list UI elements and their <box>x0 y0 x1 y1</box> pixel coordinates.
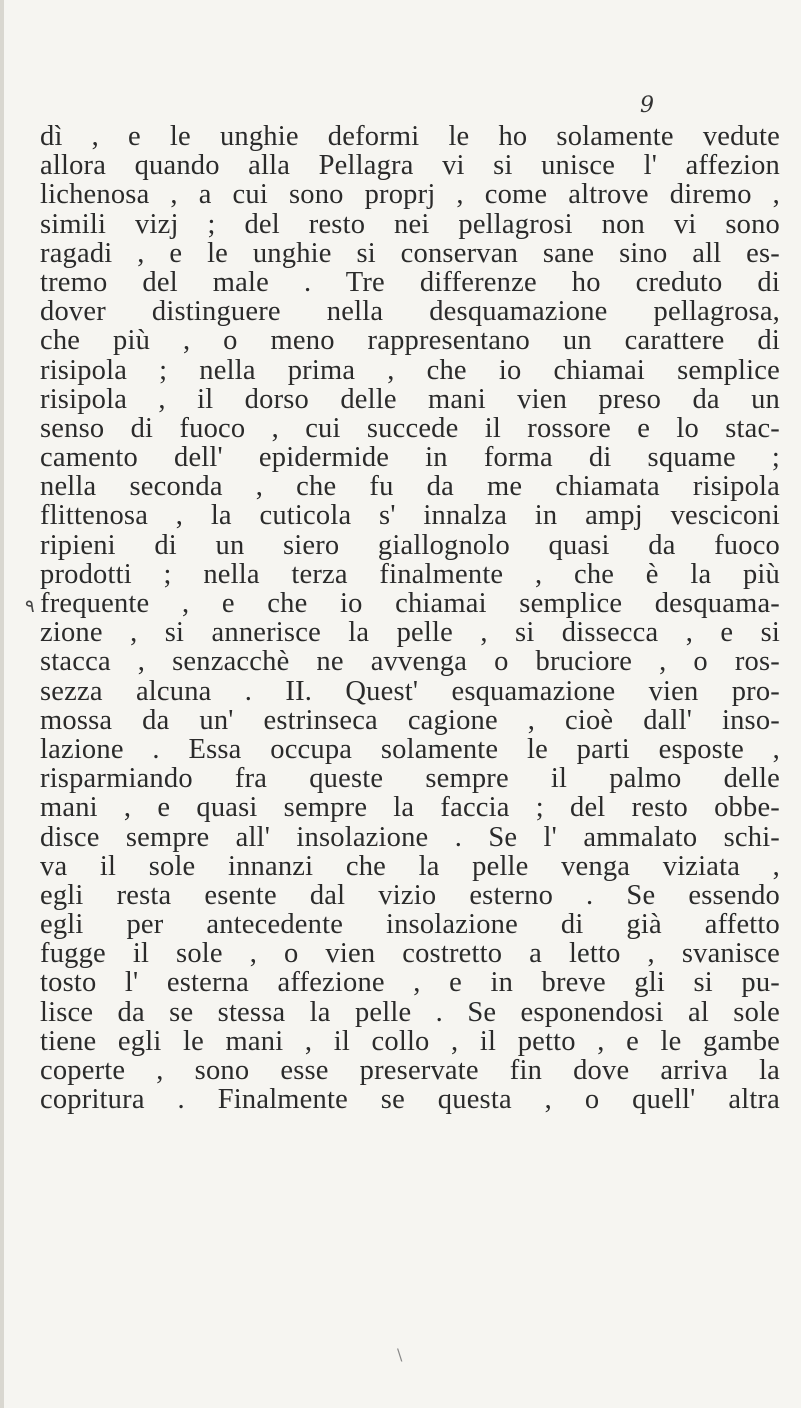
text-line: tiene egli le mani , il collo , il petto , e le gambe <box>40 1025 780 1057</box>
text-line: egli resta esente dal vizio esterno . Se essendo <box>40 879 780 911</box>
text-line: dover distinguere nella desquamazione pellagrosa, <box>40 296 780 328</box>
text-line: prodotti ; nella terza finalmente , che è la più <box>40 558 780 590</box>
text-line: risipola , il dorso delle mani vien preso da un <box>40 383 780 415</box>
text-line: disce sempre all' insolazione . Se l' ammalato schi- <box>40 821 780 853</box>
text-line: stacca , senzacchè ne avvenga o bruciore , o ros- <box>40 646 780 678</box>
text-line: ripieni di un siero giallognolo quasi da fuoco <box>40 529 780 561</box>
body-text <box>40 122 780 1114</box>
text-line: mossa da un' estrinseca cagione , cioè dall' inso- <box>40 704 780 736</box>
bottom-mark: \ <box>397 1345 403 1364</box>
text-line: nella seconda , che fu da me chiamata risipola <box>40 471 780 503</box>
text-line: frequente , e che io chiamai semplice desquama- <box>40 588 780 619</box>
text-line: copritura . Finalmente se questa , o quell' altra <box>40 1084 780 1116</box>
text-line: allora quando alla Pellagra vi si unisce l' affezion <box>40 150 780 182</box>
text-line: simili vizj ; del resto nei pellagrosi non vi sono <box>40 208 780 240</box>
text-line: risparmiando fra queste sempre il palmo delle <box>40 763 780 795</box>
text-line: lichenosa , a cui sono proprj , come altrove diremo , <box>40 179 780 211</box>
text-line: camento dell' epidermide in forma di squame ; <box>40 442 780 474</box>
margin-mark: ٩ <box>25 596 35 617</box>
text-line: va il sole innanzi che la pelle venga viziata , <box>40 850 780 882</box>
text-line: coperte , sono esse preservate fin dove arriva la <box>40 1055 780 1086</box>
text-line: fugge il sole , o vien costretto a letto , svanisce <box>40 938 780 970</box>
text-line: senso di fuoco , cui succede il rossore e lo stac- <box>40 412 780 444</box>
text-line: ragadi , e le unghie si conservan sane sino all es- <box>40 237 780 269</box>
page-binding-edge <box>0 0 4 1408</box>
text-line: lisce da se stessa la pelle . Se esponendosi al sole <box>40 996 780 1028</box>
text-line: zione , si annerisce la pelle , si dissecca , e si <box>40 617 780 649</box>
text-line: sezza alcuna . II. Quest' esquamazione vien pro- <box>40 675 780 707</box>
page-number: 9 <box>640 93 654 118</box>
text-line: egli per antecedente insolazione di già affetto <box>40 909 780 941</box>
text-line: mani , e quasi sempre la faccia ; del resto obbe- <box>40 792 780 824</box>
text-line: risipola ; nella prima , che io chiamai semplice <box>40 354 780 386</box>
text-line: tosto l' esterna affezione , e in breve gli si pu- <box>40 967 780 999</box>
text-line: tremo del male . Tre differenze ho creduto di <box>40 266 780 298</box>
text-line: dì , e le unghie deformi le ho solamente vedute <box>40 121 780 152</box>
text-line: lazione . Essa occupa solamente le parti esposte , <box>40 733 780 765</box>
text-line: flittenosa , la cuticola s' innalza in ampj vesciconi <box>40 500 780 532</box>
text-line: che più , o meno rappresentano un carattere di <box>40 325 780 357</box>
